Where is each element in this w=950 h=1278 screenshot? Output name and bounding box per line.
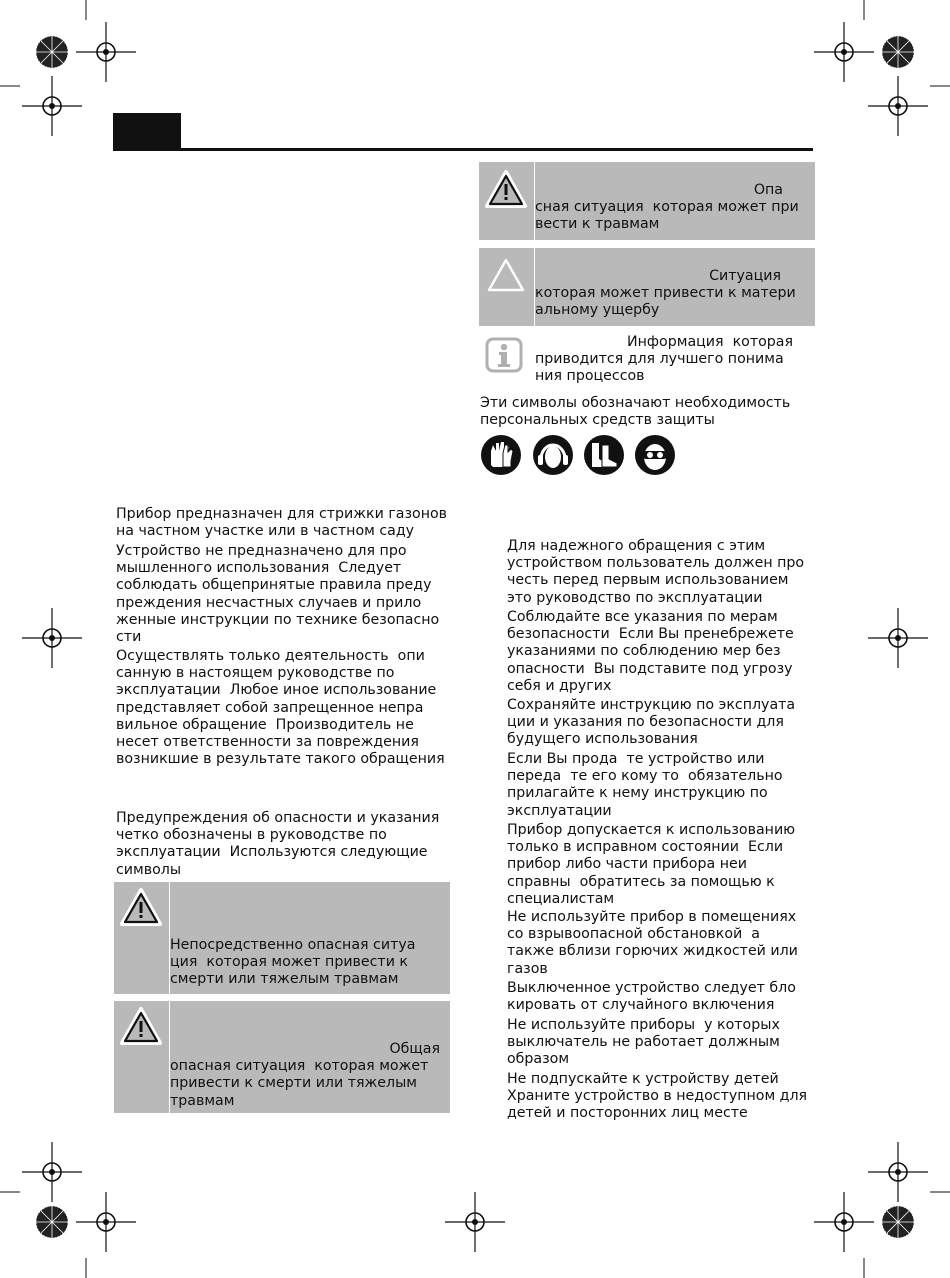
- text-line: прибор либо части прибора неи: [507, 856, 747, 873]
- text-line: указаниями по соблюдению мер без: [507, 643, 781, 660]
- text-line: переда те его кому то обязательно: [507, 768, 783, 785]
- general-warning-triangle-icon: [114, 1003, 169, 1053]
- caution-box: [479, 248, 815, 326]
- warning-text-line: сная ситуация которая может при: [535, 199, 799, 216]
- text-line: специалистам: [507, 890, 615, 907]
- intended-use-paragraph: [116, 506, 456, 540]
- general-warning-box: [114, 1001, 450, 1113]
- text-line: Соблюдайте все указания по мерам: [507, 609, 778, 625]
- header-block: [113, 113, 181, 151]
- text-line: опасности Вы подставите под угрозу: [507, 660, 793, 677]
- danger-text-line: ция которая может привести к: [170, 954, 408, 971]
- text-line: мышленного использования Следует: [116, 560, 402, 577]
- text-line: только в исправном состоянии Если: [507, 839, 784, 856]
- danger-box: [114, 882, 450, 994]
- info-text-line: Информация которая: [627, 334, 793, 350]
- general-warning-text-line: Общая: [389, 1041, 440, 1057]
- info-icon: [485, 337, 525, 377]
- warning-triangle-icon: [479, 166, 534, 216]
- lock-device-paragraph: [507, 980, 817, 1014]
- text-line: Предупреждения об опасности и указания: [116, 810, 440, 826]
- read-manual-paragraph: [507, 538, 817, 607]
- text-line: санную в настоящем руководстве по: [116, 665, 395, 682]
- text-line: сти: [116, 629, 142, 646]
- text-line: образом: [507, 1051, 570, 1068]
- text-line: соблюдать общепринятые правила преду: [116, 577, 432, 594]
- warning-text-line: Опа: [753, 182, 783, 198]
- explosive-paragraph: [507, 909, 817, 978]
- ppe-intro-line: Эти символы обозначают необходимость: [480, 395, 791, 411]
- ppe-icons: [481, 434, 681, 478]
- caution-text-line: которая может привести к матери: [535, 285, 796, 302]
- general-warning-text-line: травмам: [170, 1092, 235, 1109]
- text-line: Не используйте приборы у которых: [507, 1017, 780, 1033]
- warning-box: [479, 162, 815, 240]
- text-line: четко обозначены в руководстве по: [116, 827, 387, 844]
- danger-icon-cell: [114, 882, 170, 994]
- text-line: Прибор допускается к использованию: [507, 822, 796, 838]
- header-rule: [113, 148, 813, 151]
- text-line: кировать от случайного включения: [507, 997, 775, 1014]
- not-industrial-paragraph: [116, 543, 456, 646]
- text-line: честь перед первым использованием: [507, 572, 789, 589]
- info-text-line: приводится для лучшего понима: [535, 351, 784, 368]
- text-line: прилагайте к нему инструкцию по: [507, 785, 768, 802]
- danger-triangle-icon: [114, 884, 169, 934]
- ppe-intro-line: персональных средств защиты: [480, 412, 715, 429]
- caution-icon-cell: [479, 248, 535, 326]
- text-line: символы: [116, 861, 182, 878]
- text-line: возникшие в результате такого обращения: [116, 751, 445, 768]
- text-line: себя и других: [507, 677, 612, 694]
- danger-text-line: Непосредственно опасная ситуа: [170, 937, 416, 953]
- text-line: вильное обращение Производитель не: [116, 716, 414, 733]
- general-warning-text-line: привести к смерти или тяжелым: [170, 1075, 417, 1092]
- text-line: Выключенное устройство следует бло: [507, 980, 796, 996]
- text-line: преждения несчастных случаев и прило: [116, 594, 422, 611]
- ear-protection-icon: [533, 435, 573, 475]
- text-line: устройством пользователь должен про: [507, 555, 805, 572]
- text-line: несет ответственности за повреждения: [116, 734, 419, 751]
- text-line: будущего использования: [507, 731, 698, 748]
- caution-text-line: альному ущербу: [535, 302, 660, 319]
- ppe-intro: [480, 395, 820, 429]
- follow-safety-paragraph: [507, 609, 817, 695]
- text-line: женные инструкции по технике безопасно: [116, 611, 440, 628]
- safety-boots-icon: [584, 435, 624, 475]
- misuse-paragraph: [116, 648, 456, 768]
- caution-triangle-icon: [479, 252, 534, 302]
- text-line: эксплуатации: [507, 802, 612, 819]
- children-paragraph: [507, 1071, 817, 1123]
- warning-icon-cell: [479, 162, 535, 240]
- text-line: это руководство по эксплуатации: [507, 589, 763, 606]
- text-line: безопасности Если Вы пренебрежете: [507, 626, 794, 643]
- good-condition-paragraph: [507, 822, 817, 908]
- info-note: [479, 334, 815, 394]
- safety-goggles-icon: [635, 435, 675, 475]
- caution-text-line: Ситуация: [709, 268, 781, 284]
- text-line: Устройство не предназначено для про: [116, 543, 407, 559]
- keep-manual-paragraph: [507, 697, 817, 749]
- gloves-icon: [481, 435, 521, 475]
- text-line: Для надежного обращения с этим: [507, 538, 766, 554]
- text-line: ции и указания по безопасности для: [507, 714, 784, 731]
- faulty-switch-paragraph: [507, 1017, 817, 1069]
- text-line: также вблизи горючих жидкостей или: [507, 943, 798, 960]
- info-text-line: ния процессов: [535, 368, 645, 385]
- text-line: Осуществлять только деятельность опи: [116, 648, 425, 664]
- handover-paragraph: [507, 751, 817, 820]
- warning-text-line: вести к травмам: [535, 216, 660, 233]
- text-line: на частном участке или в частном саду: [116, 523, 415, 540]
- text-line: Если Вы прода те устройство или: [507, 751, 765, 767]
- text-line: Не подпускайте к устройству детей: [507, 1071, 779, 1087]
- text-line: Сохраняйте инструкцию по эксплуата: [507, 697, 796, 713]
- text-line: эксплуатации Используются следующие: [116, 844, 428, 861]
- text-line: детей и посторонних лиц месте: [507, 1105, 748, 1122]
- text-line: справны обратитесь за помощью к: [507, 873, 775, 890]
- text-line: со взрывоопасной обстановкой а: [507, 926, 760, 943]
- general-warning-icon-cell: [114, 1001, 170, 1113]
- general-warning-text-line: опасная ситуация которая может: [170, 1058, 429, 1075]
- text-line: Прибор предназначен для стрижки газонов: [116, 506, 448, 522]
- text-line: Храните устройство в недоступном для: [507, 1088, 808, 1105]
- text-line: Не используйте прибор в помещениях: [507, 909, 797, 925]
- danger-text-line: смерти или тяжелым травмам: [170, 971, 399, 988]
- text-line: эксплуатации Любое иное использование: [116, 682, 437, 699]
- text-line: газов: [507, 960, 548, 977]
- symbols-intro: [116, 810, 456, 879]
- text-line: представляет собой запрещенное непра: [116, 699, 424, 716]
- text-line: выключатель не работает должным: [507, 1034, 780, 1051]
